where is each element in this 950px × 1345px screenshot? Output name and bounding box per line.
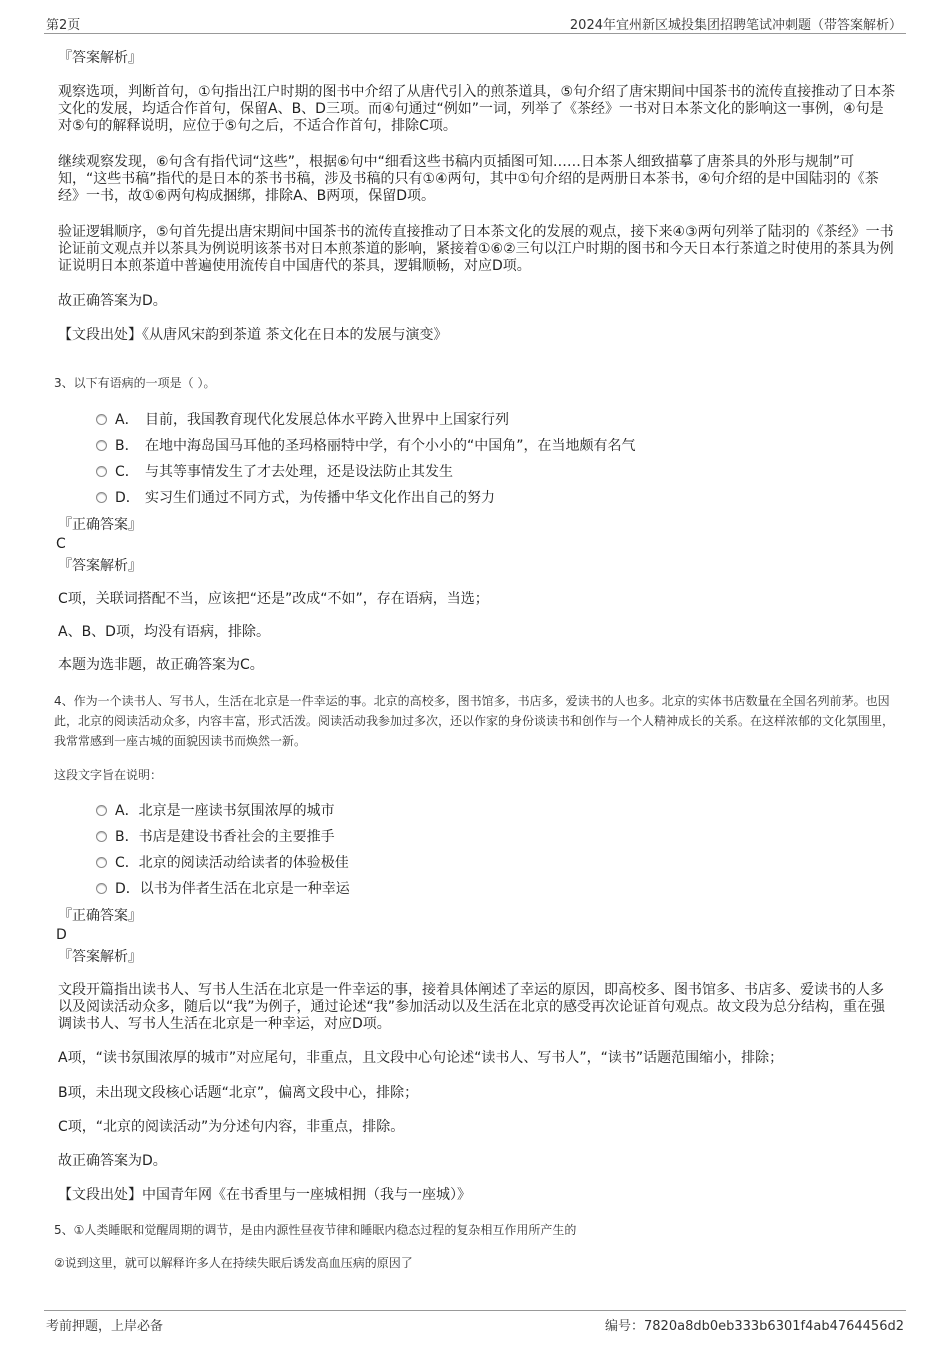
option-text: 北京是一座读书氛围浓厚的城市 <box>138 803 335 819</box>
q4-option-b[interactable] <box>96 828 335 846</box>
radio-icon[interactable] <box>96 883 107 894</box>
q2-source: 【文段出处】《从唐风宋韵到茶道 茶文化在日本的发展与演变》 <box>58 327 448 343</box>
option-letter: D． <box>115 881 140 897</box>
q3-option-a[interactable] <box>96 411 509 429</box>
q2-analysis-label: 『答案解析』 <box>58 50 142 66</box>
q3-correct-label: 『正确答案』 <box>58 517 142 533</box>
q4-analysis-c: C项，“北京的阅读活动”为分述句内容，非重点，排除。 <box>58 1119 405 1135</box>
q4-source: 【文段出处】中国青年网《在书香里与一座城相拥（我与一座城）》 <box>58 1187 471 1203</box>
option-text: 在地中海岛国马耳他的圣玛格丽特中学，有个小小的“中国角”，在当地颇有名气 <box>145 438 636 454</box>
radio-icon[interactable] <box>96 492 107 503</box>
doc-title: 2024年宜州新区城投集团招聘笔试冲刺题（带答案解析） <box>569 18 902 33</box>
q4-option-a[interactable] <box>96 802 335 820</box>
radio-icon[interactable] <box>96 857 107 868</box>
q4-correct-label: 『正确答案』 <box>58 908 142 924</box>
document-id: 编号：7820a8db0eb333b6301f4ab4764456d2 <box>605 1319 904 1334</box>
q3-analysis-3: 本题为选非题，故正确答案为C。 <box>58 657 264 673</box>
radio-icon[interactable] <box>96 440 107 451</box>
option-letter: A． <box>115 803 139 819</box>
q4-conclusion: 故正确答案为D。 <box>58 1153 167 1169</box>
q4-option-c[interactable] <box>96 854 349 872</box>
q2-conclusion: 故正确答案为D。 <box>58 293 167 309</box>
q2-analysis-para-2: 继续观察发现，⑥句含有指代词“这些”，根据⑥句中“细看这些书稿内页插图可知……日本茶人细致描摹了唐茶具的外形与规制”可知，“这些书稿”指代的是日本的茶书书稿，涉及书稿的只有①④两句，其中①句介绍的是两册日本茶书，④句介绍的是中国陆羽的《茶经》一书，故①⑥两句构成捆绑，排除A、B两项，保留D项。 <box>58 154 879 204</box>
option-text: 书店是建设书香社会的主要推手 <box>138 829 335 845</box>
q4-analysis-para-1: 文段开篇指出读书人、写书人生活在北京是一件幸运的事，接着具体阐述了幸运的原因，即高校多、图书馆多、书店多、爱读书的人多以及阅读活动众多，随后以“我”为例子，通过论述“我”参加活动以及生活在北京的感受再次论证首句观点。故文段为总分结构，重在强调读书人、写书人生活在北京是一种幸运，对应D项。 <box>58 982 886 1032</box>
option-text: 以书为伴者生活在北京是一种幸运 <box>139 881 350 897</box>
q3-stem: 3、以下有语病的一项是（ ）。 <box>54 376 216 390</box>
q4-correct-answer: D <box>56 927 67 943</box>
radio-icon[interactable] <box>96 414 107 425</box>
q3-option-d[interactable] <box>96 489 495 507</box>
q5-line-1: 5、①人类睡眠和觉醒周期的调节，是由内源性昼夜节律和睡眠内稳态过程的复杂相互作用所产生的 <box>54 1223 577 1237</box>
q4-option-d[interactable] <box>96 880 350 898</box>
option-letter: C． <box>115 855 139 871</box>
q3-option-b[interactable] <box>96 437 636 455</box>
footer-slogan: 考前押题，上岸必备 <box>46 1319 164 1334</box>
q3-correct-answer: C <box>56 536 66 552</box>
q4-analysis-b: B项，未出现文段核心话题“北京”，偏离文段中心，排除； <box>58 1085 419 1101</box>
header-divider <box>44 33 906 34</box>
option-text: 北京的阅读活动给读者的体验极佳 <box>138 855 349 871</box>
option-letter: A． <box>115 412 139 428</box>
option-letter: C． <box>115 464 139 480</box>
radio-icon[interactable] <box>96 805 107 816</box>
q3-analysis-label: 『答案解析』 <box>58 558 142 574</box>
q4-stem: 4、作为一个读书人、写书人，生活在北京是一件幸运的事。北京的高校多，图书馆多，书店多，爱读书的人也多。北京的实体书店数量在全国名列前茅。也因此，北京的阅读活动众多，内容丰富，形式活泼。阅读活动我参加过多次，还以作家的身份谈读书和创作与一个人精神成长的关系。在这样浓郁的文化氛围里，我常常感到一座古城的面貌因读书而焕然一新。 <box>54 694 895 748</box>
q3-analysis-2: A、B、D项，均没有语病，排除。 <box>58 624 270 640</box>
option-letter: B． <box>115 438 139 454</box>
q3-option-c[interactable] <box>96 463 453 481</box>
q3-analysis-1: C项，关联词搭配不当，应该把“还是”改成“不如”，存在语病，当选； <box>58 591 489 607</box>
option-text: 与其等事情发生了才去处理，还是设法防止其发生 <box>145 464 453 480</box>
option-text: 目前，我国教育现代化发展总体水平跨入世界中上国家行列 <box>145 412 509 428</box>
q4-analysis-a: A项，“读书氛围浓厚的城市”对应尾句，非重点，且文段中心句论述“读书人、写书人”，“读书”话题范围缩小，排除； <box>58 1050 784 1066</box>
radio-icon[interactable] <box>96 466 107 477</box>
option-text: 实习生们通过不同方式，为传播中华文化作出自己的努力 <box>145 490 495 506</box>
q2-analysis-para-3: 验证逻辑顺序，⑤句首先提出唐宋期间中国茶书的流传直接推动了日本茶文化的发展的观点，接下来④③两句列举了陆羽的《茶经》一书论证前文观点并以茶具为例说明该茶书对日本煎茶道的影响，紧接着①⑥②三句以江户时期的图书和今天日本行茶道之时使用的茶具为例证说明日本煎茶道中普遍使用流传自中国唐代的茶具，逻辑顺畅，对应D项。 <box>58 224 894 274</box>
q4-analysis-label: 『答案解析』 <box>58 949 142 965</box>
page-number: 第2页 <box>46 18 81 33</box>
radio-icon[interactable] <box>96 831 107 842</box>
option-letter: B． <box>115 829 139 845</box>
q5-line-2: ②说到这里，就可以解释许多人在持续失眠后诱发高血压病的原因了 <box>54 1256 413 1270</box>
option-letter: D． <box>115 490 140 506</box>
q2-analysis-para-1: 观察选项，判断首句，①句指出江户时期的图书中介绍了从唐代引入的煎茶道具，⑤句介绍了唐宋期间中国茶书的流传直接推动了日本茶文化的发展，均适合作首句，保留A、B、D三项。而④句通过“例如”一词，列举了《茶经》一书对日本茶文化的影响这一事例，④句是对⑤句的解释说明，应位于⑤句之后，不适合作首句，排除C项。 <box>58 84 896 134</box>
q4-question: 这段文字旨在说明： <box>54 768 163 782</box>
footer-divider <box>44 1310 906 1311</box>
